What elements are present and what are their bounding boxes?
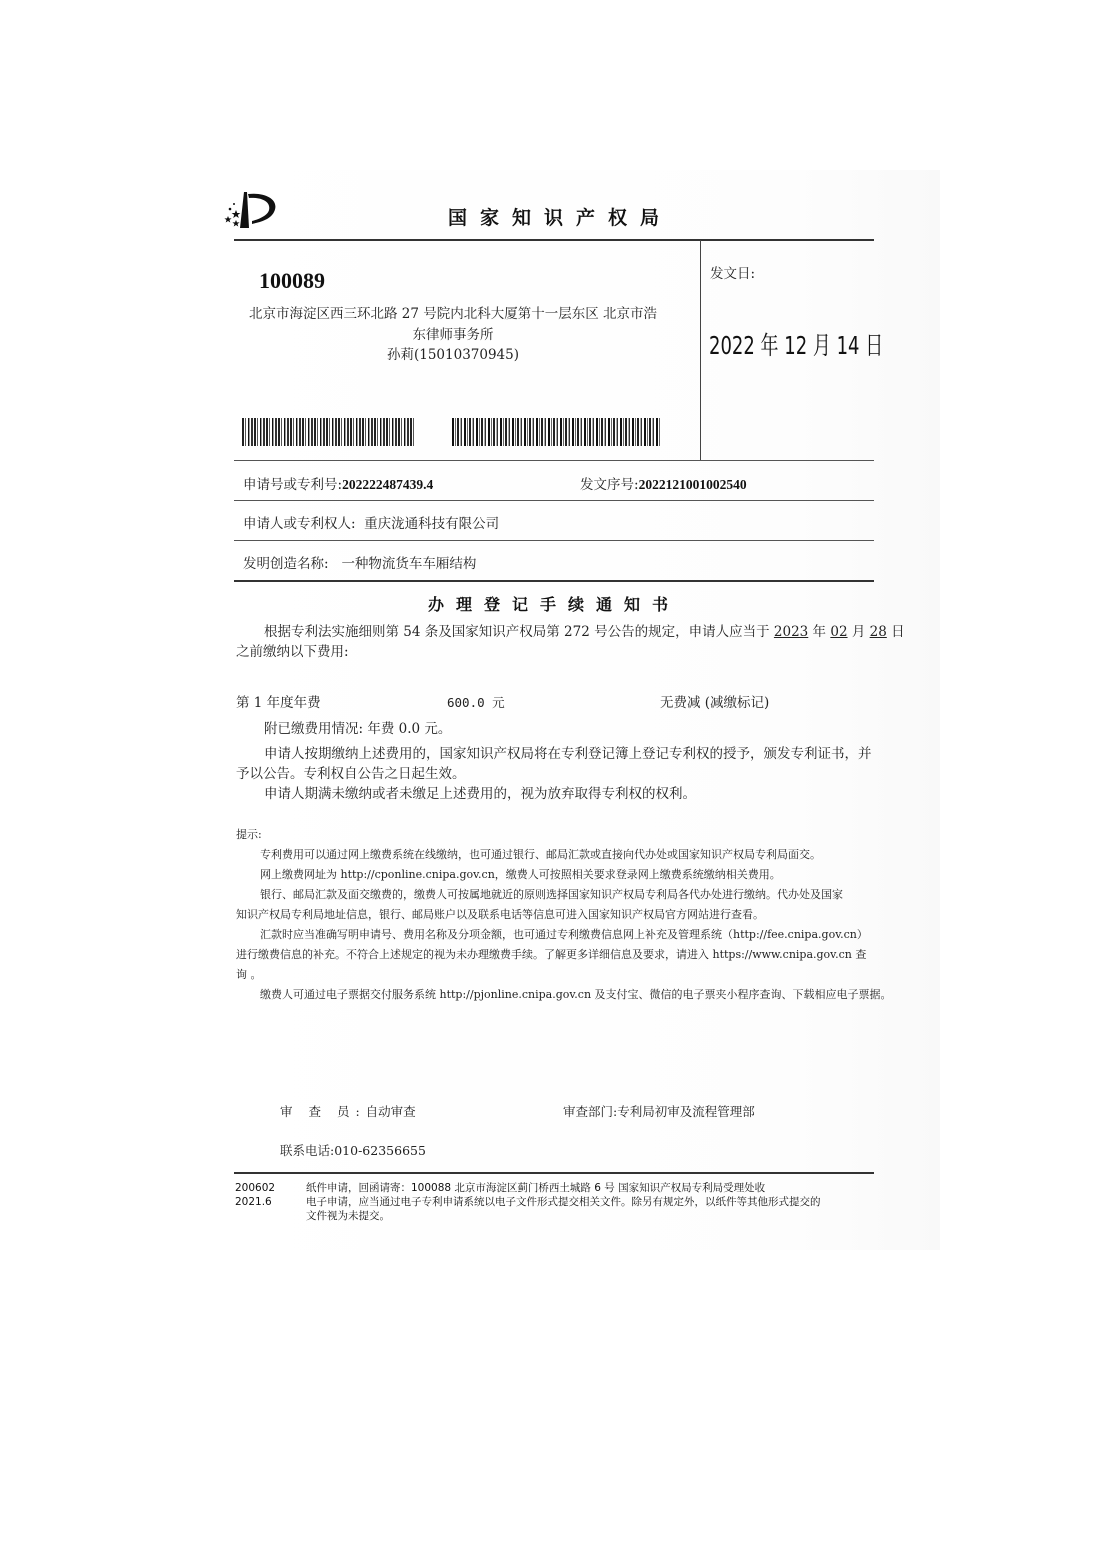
tip-line-4c: 询 。 bbox=[236, 968, 262, 981]
department-value: 专利局初审及流程管理部 bbox=[617, 1104, 755, 1119]
application-number-label: 申请号或专利号: bbox=[243, 477, 343, 493]
fee-item-reduction: 无费减 (减缴标记) bbox=[660, 695, 770, 711]
serial-number-field bbox=[580, 473, 747, 493]
applicant-label: 申请人或专利权人: bbox=[243, 516, 356, 532]
fee-item-name: 第 1 年度年费 bbox=[236, 695, 321, 711]
serial-number-value: 2022121001002540 bbox=[638, 477, 747, 492]
postal-code: 100089 bbox=[259, 268, 325, 293]
paid-info: 附已缴费用情况: 年费 0.0 元。 bbox=[264, 721, 452, 737]
deadline-year: 2023 bbox=[773, 624, 809, 640]
invention-value: 一种物流货车车厢结构 bbox=[341, 556, 477, 572]
header-column-divider bbox=[700, 240, 701, 460]
notice-title: 办理登记手续通知书 bbox=[427, 595, 680, 614]
tips-label: 提示: bbox=[236, 828, 262, 841]
footer-line-3: 文件视为未提交。 bbox=[306, 1210, 390, 1222]
phone-value: 010-62356655 bbox=[334, 1143, 426, 1158]
barcode-1 bbox=[242, 418, 416, 446]
department-field bbox=[563, 1102, 755, 1122]
phone-label: 联系电话: bbox=[280, 1143, 335, 1158]
intro-text: 根据专利法实施细则第 54 条及国家知识产权局第 272 号公告的规定，申请人应当于 bbox=[264, 624, 774, 640]
notice-para-2: 申请人期满未缴纳或者未缴足上述费用的，视为放弃取得专利权的权利。 bbox=[264, 786, 696, 802]
divider-2 bbox=[234, 500, 874, 501]
divider-1 bbox=[234, 460, 874, 461]
phone-field bbox=[280, 1141, 426, 1161]
month-unit: 月 bbox=[847, 624, 870, 640]
issue-date: 2022 年 12 月 14 日 bbox=[709, 331, 884, 360]
department-label: 审查部门: bbox=[563, 1104, 618, 1119]
org-title: 国家知识产权局 bbox=[448, 207, 673, 229]
tip-line-5: 缴费人可通过电子票据交付服务系统 http://pjonline.cnipa.gov.cn 及支付宝、微信的电子票夹小程序查询、下载相应电子票据。 bbox=[260, 988, 892, 1001]
footer-divider bbox=[234, 1172, 874, 1174]
deadline-day: 28 bbox=[869, 624, 887, 640]
footer-line-2: 电子申请，应当通过电子专利申请系统以电子文件形式提交相关文件。除另有规定外，以纸件等其他形式提交的 bbox=[306, 1196, 821, 1208]
notice-para-1a: 申请人按期缴纳上述费用的，国家知识产权局将在专利登记簿上登记专利权的授予，颁发专利证书，并 bbox=[264, 746, 872, 762]
applicant-value: 重庆泷通科技有限公司 bbox=[364, 516, 500, 532]
tip-line-3a: 银行、邮局汇款及面交缴费的，缴费人可按属地就近的原则选择国家知识产权局专利局各代办处进行缴纳。代办处及国家 bbox=[260, 888, 843, 901]
divider-3 bbox=[234, 540, 874, 541]
deadline-month: 02 bbox=[830, 624, 848, 640]
tip-line-4b: 进行缴费信息的补充。不符合上述规定的视为未办理缴费手续。了解更多详细信息及要求，请进入 https://www.cnipa.gov.cn 查 bbox=[236, 948, 867, 961]
notice-para-1b: 予以公告。专利权自公告之日起生效。 bbox=[236, 766, 466, 782]
notice-intro bbox=[264, 622, 905, 642]
address-line-2: 东律师事务所 bbox=[412, 327, 494, 343]
issue-date-label: 发文日: bbox=[710, 266, 756, 282]
invention-field bbox=[243, 552, 476, 572]
day-unit: 日 bbox=[886, 624, 905, 640]
barcode-2 bbox=[452, 418, 660, 446]
address-line-1: 北京市海淀区西三环北路 27 号院内北科大厦第十一层东区 北京市浩 bbox=[248, 306, 658, 322]
fee-item-amount: 600.0 元 bbox=[447, 695, 505, 710]
tip-line-2: 网上缴费网址为 http://cponline.cnipa.gov.cn，缴费人可按照相关要求登录网上缴费系统缴纳相关费用。 bbox=[260, 868, 781, 881]
tip-line-1: 专利费用可以通过网上缴费系统在线缴纳，也可通过银行、邮局汇款或直接向代办处或国家知识产权局专利局面交。 bbox=[260, 848, 821, 861]
application-number-value: 202222487439.4 bbox=[342, 477, 434, 492]
recipient-contact: 孙莉(15010370945) bbox=[386, 347, 519, 363]
cnipa-logo-icon bbox=[222, 188, 282, 230]
invention-label: 发明创造名称: bbox=[243, 556, 329, 572]
applicant-field bbox=[243, 512, 499, 532]
header-divider bbox=[234, 239, 874, 241]
serial-number-label: 发文序号: bbox=[580, 477, 639, 493]
examiner-value: 自动审查 bbox=[365, 1104, 416, 1119]
examiner-label: 审 查 员: bbox=[280, 1104, 366, 1119]
tip-line-4a: 汇款时应当准确写明申请号、费用名称及分项金额，也可通过专利缴费信息网上补充及管理系统（http://fee.cnipa.gov.cn） bbox=[260, 928, 868, 941]
footer-line-1: 纸件申请，回函请寄：100088 北京市海淀区蓟门桥西土城路 6 号 国家知识产权局专利局受理处收 bbox=[306, 1182, 766, 1194]
form-version: 2021.6 bbox=[235, 1196, 272, 1208]
divider-4 bbox=[234, 580, 874, 582]
year-unit: 年 bbox=[808, 624, 831, 640]
examiner-field bbox=[280, 1102, 416, 1122]
application-number-field bbox=[243, 473, 433, 493]
tip-line-3b: 知识产权局专利局地址信息，银行、邮局账户以及联系电话等信息可进入国家知识产权局官方网站进行查看。 bbox=[236, 908, 764, 921]
form-code: 200602 bbox=[235, 1182, 276, 1194]
notice-intro-2: 之前缴纳以下费用: bbox=[236, 644, 349, 660]
